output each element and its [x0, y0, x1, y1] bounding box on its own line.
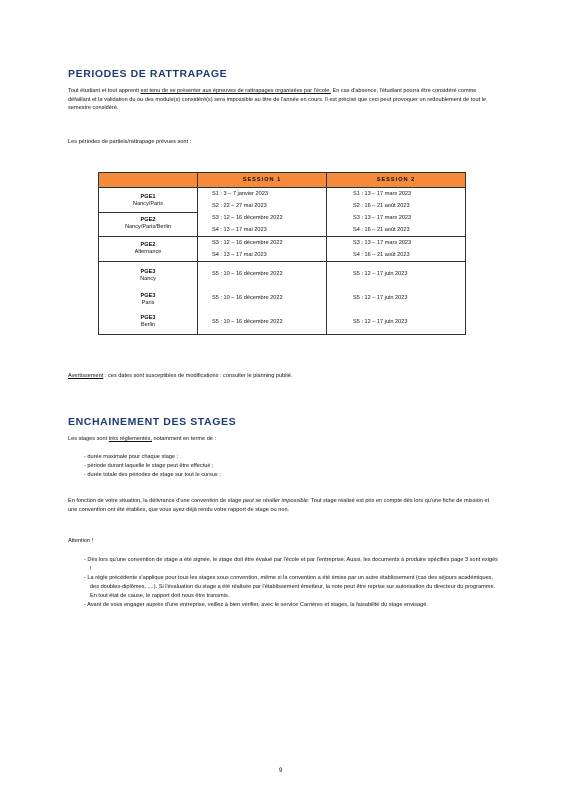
program-cell: PGE3 Berlin: [99, 310, 198, 335]
paragraph-stages-intro: [68, 435, 496, 444]
stages-intro-b: notamment en terme de :: [151, 436, 217, 442]
program-cell: PGE2 Nancy/Paris/Berlin: [99, 212, 198, 237]
session2-cell: S2 : 16 – 21 août 2023: [327, 200, 466, 212]
convention-text-a: En fonction de votre situation, la délivrance d'une convention de stage: [68, 498, 243, 504]
table-row: [99, 212, 466, 224]
session1-cell: S5 : 10 – 16 décembre 2022: [198, 310, 327, 335]
program-cell: PGE1 Nancy/Paris: [99, 188, 198, 213]
warning-label: Avertissement: [68, 373, 104, 379]
table-row: [99, 188, 466, 201]
session2-cell: S3 : 13 – 17 mars 2023: [327, 212, 466, 224]
program-cell: PGE3 Nancy: [99, 262, 198, 287]
paragraph-periods: Les périodes de partiels/rattrapage prévues sont :: [68, 139, 192, 145]
table-row: [99, 262, 466, 287]
attention-list: [84, 556, 500, 610]
page-number: 9: [279, 768, 283, 774]
header-session-2: SESSION 2: [327, 173, 466, 188]
session2-cell: S4 : 16 – 21 août 2023: [327, 249, 466, 262]
session2-cell: S3 : 13 – 17 mars 2023: [327, 237, 466, 250]
program-cell: PGE2 Alternance: [99, 237, 198, 262]
list-item: - durée maximale pour chaque stage ;: [84, 453, 221, 462]
intro-text-a: Tout étudiant et tout apprenti: [68, 88, 141, 94]
session2-cell: S1 : 13 – 17 mars 2023: [327, 188, 466, 201]
session2-cell: S5 : 12 – 17 juin 2023: [327, 262, 466, 287]
session2-cell: S5 : 12 – 17 juin 2023: [327, 286, 466, 310]
table-row: [99, 310, 466, 335]
table-row: [99, 237, 466, 250]
session1-cell: S3 : 12 – 16 décembre 2022: [198, 212, 327, 224]
stage-constraints-list: [84, 453, 221, 480]
session1-cell: S5 : 10 – 16 décembre 2022: [198, 286, 327, 310]
session1-cell: S4 : 13 – 17 mai 2023: [198, 224, 327, 237]
session2-cell: S4 : 16 – 21 août 2023: [327, 224, 466, 237]
table-row: [99, 286, 466, 310]
session1-cell: S1 : 3 – 7 janvier 2023: [198, 188, 327, 201]
list-item: - période durant laquelle le stage peut être effectué ;: [84, 462, 221, 471]
program-cell: PGE3 Paris: [99, 286, 198, 310]
list-item: - Avant de vous engager auprès d'une entreprise, veillez à bien vérifier, avec le service Carrières et stages, la faisabilité du stage envisagé.: [84, 601, 500, 610]
session1-cell: S4 : 13 – 17 mai 2023: [198, 249, 327, 262]
table-header-row: [99, 173, 466, 188]
intro-text-b: En cas d'absence, l'étudiant pourra être considéré comme défaillant et la validation du ou des module(s) considéré(s) sera impossible au titre de l'année en cours. Il est précisé que ceci peut provoquer un redoublement de tout le semestre considéré.: [68, 88, 487, 112]
list-item: - La règle précédente s'applique pour tous les stages sous convention, même si la convention a été émise par un autre établissement (cas des séjours académiques, des doubles-diplômes, ....). Si l'évaluation du stage a été réalisée par l'établissement émetteur, la note peut être reprise sur autorisation du directeur du programme. En tout état de cause, le rapport doit nous être transmis.: [84, 574, 500, 601]
session2-cell: S5 : 12 – 17 juin 2023: [327, 310, 466, 335]
warning-paragraph: [68, 372, 496, 381]
stages-intro-underlined: très réglementés,: [108, 436, 152, 442]
header-blank-cell: [99, 173, 198, 188]
sessions-table: [98, 172, 466, 335]
session1-cell: S2 : 22 – 27 mai 2023: [198, 200, 327, 212]
warning-text: : ces dates sont susceptibles de modifications : consulter le planning publié.: [103, 373, 293, 379]
paragraph-convention: [68, 497, 496, 514]
intro-underlined: est tenu de se présenter aux épreuves de rattrapages organisées par l'école.: [140, 88, 331, 94]
header-session-1: SESSION 1: [198, 173, 327, 188]
section-title-stages: ENCHAINEMENT DES STAGES: [68, 416, 237, 428]
session1-cell: S5 : 10 – 16 décembre 2022: [198, 262, 327, 287]
attention-label: Attention !: [68, 538, 94, 544]
paragraph-rattrapage-intro: [68, 87, 496, 113]
convention-text-b: Tout stage réalisé est pris en compte dès lors qu'une fiche de mission et une convention ont été établies, que vous ayez déjà rendu votre rapport de stage ou non.: [68, 498, 490, 513]
session1-cell: S3 : 12 – 16 décembre 2022: [198, 237, 327, 250]
list-item: - durée totale des périodes de stage sur tout le cursus ;: [84, 471, 221, 480]
convention-italic: peut se révéler impossible.: [242, 498, 310, 504]
stages-intro-a: Les stages sont: [68, 436, 109, 442]
list-item: - Dès lors qu'une convention de stage a été signée, le stage doit être évalué par l'école et par l'entreprise. Aussi, les documents à produire spécifiés page 3 sont exigés !: [84, 556, 500, 574]
section-title-rattrapage: PERIODES DE RATTRAPAGE: [68, 68, 228, 80]
